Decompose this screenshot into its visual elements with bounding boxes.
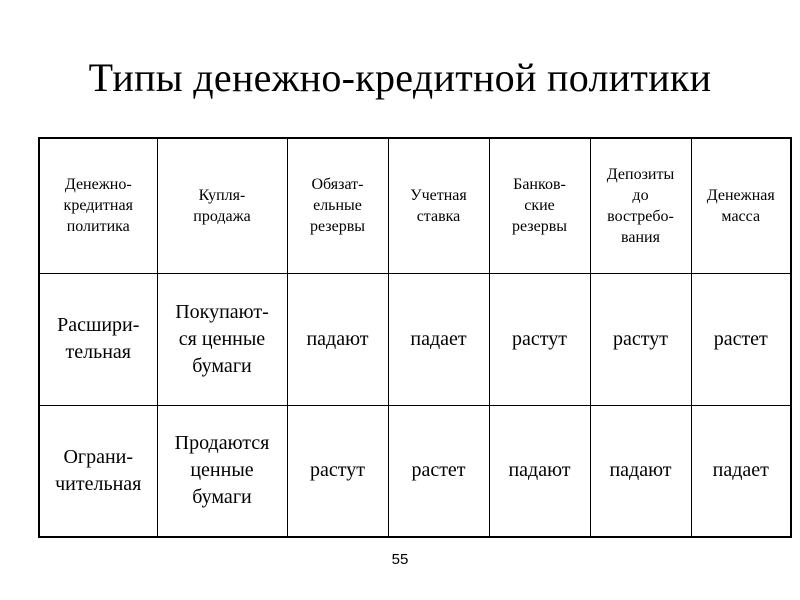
page-number: 55	[391, 551, 409, 568]
table-cell	[691, 405, 791, 537]
header-cell-policy	[39, 138, 157, 273]
table-cell	[39, 273, 157, 405]
table-cell	[388, 405, 489, 537]
table-cell	[157, 273, 287, 405]
table-cell	[157, 405, 287, 537]
header-cell-label: Банков- ские резервы	[511, 176, 568, 236]
cell-text: растет	[713, 327, 768, 350]
header-cell-label: Денежно- кредитная политика	[63, 176, 133, 236]
cell-text: Продаются ценные бумаги	[174, 432, 270, 509]
header-cell-label: Учетная ставка	[410, 186, 467, 225]
header-cell-discount-rate	[388, 138, 489, 273]
table-cell	[590, 405, 691, 537]
slide-title: Типы денежно-кредитной политики	[88, 55, 712, 100]
header-cell-bank-reserves	[489, 138, 590, 273]
cell-text: падает	[712, 459, 769, 482]
header-cell-label: Денежная масса	[706, 186, 775, 225]
cell-text: растут	[310, 459, 365, 482]
table-cell	[489, 405, 590, 537]
header-cell-purchase-sale	[157, 138, 287, 273]
table-cell	[287, 273, 388, 405]
header-cell-label: Обязат- ельные резервы	[309, 176, 366, 236]
header-cell-label: Депозиты до востребо- вания	[606, 165, 675, 246]
cell-text: падают	[306, 327, 369, 350]
header-cell-label: Купля- продажа	[193, 186, 251, 225]
header-cell-required-reserves	[287, 138, 388, 273]
table-cell	[287, 405, 388, 537]
cell-text: Покупают- ся ценные бумаги	[175, 300, 269, 377]
header-cell-demand-deposits	[590, 138, 691, 273]
table-row	[39, 405, 791, 537]
policy-table	[38, 137, 792, 538]
table-cell	[691, 273, 791, 405]
cell-text: растут	[613, 327, 668, 350]
header-cell-money-supply	[691, 138, 791, 273]
cell-text: Ограни- чительная	[55, 445, 142, 495]
table-cell	[39, 405, 157, 537]
table-row	[39, 273, 791, 405]
cell-text: Расшири- тельная	[57, 314, 140, 363]
cell-text: падают	[609, 459, 672, 482]
table-cell	[489, 273, 590, 405]
cell-text: падает	[410, 327, 467, 350]
cell-text: растут	[512, 327, 567, 350]
table-cell	[590, 273, 691, 405]
table-cell	[388, 273, 489, 405]
table-header-row	[39, 138, 791, 273]
cell-text: растет	[411, 459, 466, 482]
cell-text: падают	[508, 459, 571, 482]
